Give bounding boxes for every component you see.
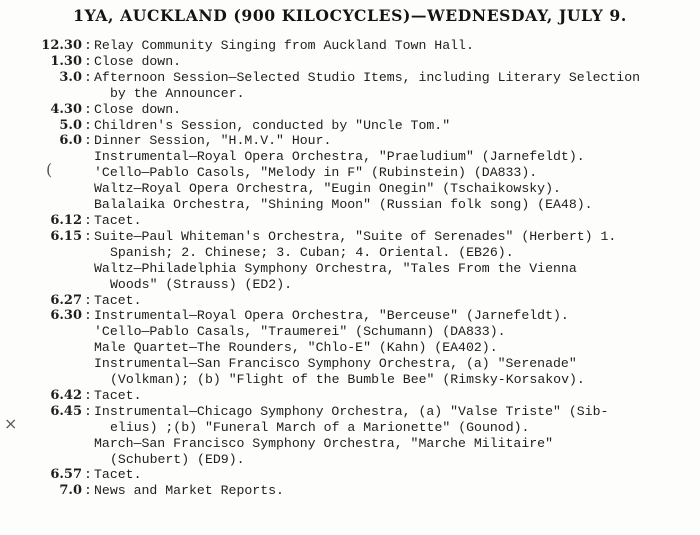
entry-text (94, 483, 696, 499)
entry-time: 6.45 (50, 403, 82, 419)
programme-entry-11 (24, 229, 696, 261)
entry-line: elius) ;(b) "Funeral March of a Marionette" (Gounod). (110, 419, 530, 435)
programme-entry-0 (24, 38, 696, 54)
pencil-mark-icon: ( (46, 160, 53, 179)
entry-time: 6.15 (50, 228, 82, 244)
programme-entry-3 (24, 102, 696, 118)
entry-separator: : (84, 387, 92, 403)
entry-separator: : (84, 403, 92, 419)
entry-separator: : (84, 133, 92, 149)
entry-separator: : (84, 212, 92, 228)
programme-entry-15 (24, 324, 696, 340)
entry-time: 6.42 (50, 387, 82, 403)
entry-time: 3.0 (59, 69, 82, 85)
programme-entry-9 (24, 197, 696, 213)
programme-entry-17 (24, 356, 696, 388)
entry-separator: : (84, 483, 92, 499)
entry-line: Suite—Paul Whiteman's Orchestra, "Suite of Serenades" (Herbert) 1. (94, 228, 617, 244)
programme-entry-2 (24, 70, 696, 102)
entry-line: Instrumental—San Francisco Symphony Orchestra, (a) "Serenade" (94, 356, 577, 372)
entry-text (94, 388, 696, 404)
entry-line: Tacet. (94, 387, 142, 403)
programme-entry-6 (24, 149, 696, 165)
entry-time: 12.30 (41, 38, 82, 53)
entry-separator: : (84, 38, 92, 53)
entry-separator: : (84, 467, 92, 483)
entry-text (94, 229, 696, 261)
entry-line: News and Market Reports. (94, 483, 284, 499)
entry-time: 6.0 (59, 133, 82, 149)
entry-time: 6.30 (50, 308, 82, 324)
entry-line: 'Cello—Pablo Casols, "Melody in F" (Rubinstein) (DA833). (94, 165, 538, 181)
entry-line: 'Cello—Pablo Casals, "Traumerei" (Schumann) (DA833). (94, 324, 506, 340)
entry-text (94, 102, 696, 118)
programme-entry-10 (24, 213, 696, 229)
entry-line: Afternoon Session—Selected Studio Items, including Literary Selection (94, 69, 641, 85)
entry-line: Close down. (94, 53, 182, 69)
programme-listing (24, 38, 696, 499)
entry-line: by the Announcer. (110, 85, 245, 101)
entry-line: Instrumental—Chicago Symphony Orchestra, (a) "Valse Triste" (Sib- (94, 403, 609, 419)
entry-line: Waltz—Philadelphia Symphony Orchestra, "Tales From the Vienna (94, 260, 577, 276)
programme-entry-14 (24, 308, 696, 324)
entry-text (94, 293, 696, 309)
entry-line: Instrumental—Royal Opera Orchestra, "Berceuse" (Jarnefeldt). (94, 308, 569, 324)
entry-line: (Volkman); (b) "Flight of the Bumble Bee" (Rimsky-Korsakov). (110, 372, 585, 388)
entry-line: March—San Francisco Symphony Orchestra, "Marche Militaire" (94, 435, 553, 451)
entry-separator: : (84, 53, 92, 69)
entry-line: Woods" (Strauss) (ED2). (110, 276, 293, 292)
programme-entry-16 (24, 340, 696, 356)
programme-entry-13 (24, 293, 696, 309)
programme-entry-19 (24, 404, 696, 436)
entry-text (94, 165, 696, 181)
entry-separator: : (84, 69, 92, 85)
entry-time: 5.0 (59, 117, 82, 133)
entry-time: 6.57 (50, 467, 82, 483)
programme-entry-1 (24, 54, 696, 70)
entry-text (94, 467, 696, 483)
entry-time: 1.30 (50, 53, 82, 69)
entry-text (94, 324, 696, 340)
entry-text (94, 340, 696, 356)
entry-line: (Schubert) (ED9). (110, 451, 245, 467)
entry-text (94, 261, 696, 293)
programme-entry-18 (24, 388, 696, 404)
entry-separator: : (84, 308, 92, 324)
entry-text (94, 308, 696, 324)
entry-text (94, 38, 696, 54)
programme-entry-8 (24, 181, 696, 197)
programme-entry-4 (24, 118, 696, 134)
programme-entry-22 (24, 483, 696, 499)
entry-line: Tacet. (94, 292, 142, 308)
entry-time: 6.27 (50, 292, 82, 308)
programme-entry-12 (24, 261, 696, 293)
entry-text (94, 54, 696, 70)
entry-text (94, 436, 696, 468)
entry-line: Waltz—Royal Opera Orchestra, "Eugin Onegin" (Tschaikowsky). (94, 181, 561, 197)
entry-text (94, 149, 696, 165)
entry-line: Tacet. (94, 212, 142, 228)
entry-separator: : (84, 228, 92, 244)
entry-line: Male Quartet—The Rounders, "Chlo-E" (Kahn) (EA402). (94, 340, 498, 356)
programme-entry-5 (24, 133, 696, 149)
entry-text (94, 133, 696, 149)
entry-line: Instrumental—Royal Opera Orchestra, "Praeludium" (Jarnefeldt). (94, 149, 585, 165)
entry-time: 7.0 (59, 483, 82, 499)
entry-text (94, 181, 696, 197)
entry-line: Relay Community Singing from Auckland Town Hall. (94, 38, 474, 53)
pencil-cross-icon: ⨯ (4, 414, 18, 433)
entry-separator: : (84, 292, 92, 308)
programme-entry-21 (24, 467, 696, 483)
entry-time: 6.12 (50, 212, 82, 228)
entry-line: Tacet. (94, 467, 142, 483)
programme-entry-20 (24, 436, 696, 468)
entry-separator: : (84, 117, 92, 133)
entry-text (94, 356, 696, 388)
entry-line: Children's Session, conducted by "Uncle Tom." (94, 117, 451, 133)
entry-separator: : (84, 101, 92, 117)
entry-line: Close down. (94, 101, 182, 117)
entry-line: Spanish; 2. Chinese; 3. Cuban; 4. Oriental. (EB26). (110, 244, 514, 260)
entry-text (94, 118, 696, 134)
entry-text (94, 213, 696, 229)
entry-line: Balalaika Orchestra, "Shining Moon" (Russian folk song) (EA48). (94, 197, 593, 213)
entry-time: 4.30 (50, 101, 82, 117)
entry-text (94, 197, 696, 213)
entry-text (94, 70, 696, 102)
entry-line: Dinner Session, "H.M.V." Hour. (94, 133, 332, 149)
entry-text (94, 404, 696, 436)
page-title: 1YA, AUCKLAND (900 KILOCYCLES)—WEDNESDAY, JULY 9. (73, 6, 627, 25)
programme-entry-7 (24, 165, 696, 181)
